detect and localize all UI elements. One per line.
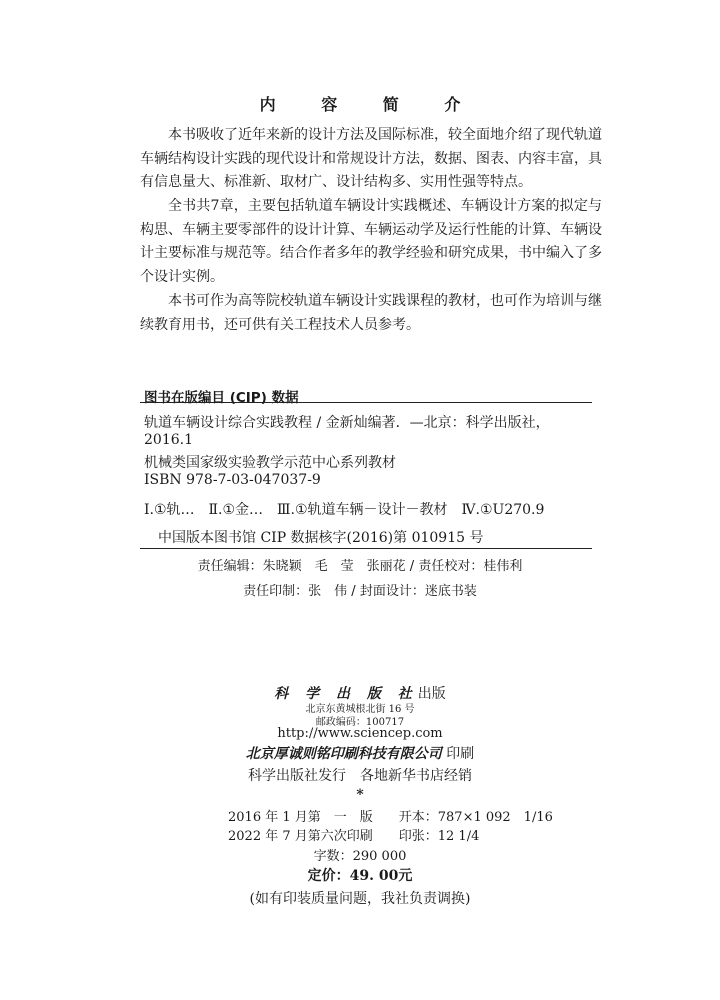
summary-paragraph: 本书可作为高等院校轨道车辆设计实践课程的教材，也可作为培训与继续教育用书，还可供有关工程技术人员参考。 — [140, 293, 602, 333]
word-count: 字数：290 000 — [313, 849, 407, 864]
publisher-suffix: 出版 — [417, 686, 446, 702]
cip-line: 机械类国家级实验教学示范中心系列教材 — [144, 455, 396, 471]
cip-top-rule — [140, 402, 592, 403]
cip-line: 2016.1 — [144, 432, 193, 448]
cip-line: 轨道车辆设计综合实践教程 / 金新灿编著．—北京：科学出版社， — [144, 415, 550, 431]
cip-line: ISBN 978-7-03-047037-9 — [144, 472, 321, 488]
cip-record-number: 中国版本图书馆 CIP 数据核字(2016)第 010915 号 — [158, 530, 484, 546]
quality-note: (如有印装质量问题，我社负责调换) — [249, 891, 471, 907]
printer-suffix: 印刷 — [446, 746, 475, 762]
print-credits: 责任印制：张 伟 / 封面设计：迷底书装 — [243, 584, 477, 599]
price: 定价：49. 00元 — [307, 868, 413, 884]
editor-credits: 责任编辑：朱晓颖 毛 莹 张丽花 / 责任校对：桂伟利 — [197, 559, 523, 574]
printer-line — [0, 743, 720, 763]
cip-classification-line: Ⅰ.①轨… Ⅱ.①金… Ⅲ.①轨道车辆－设计－教材 Ⅳ.①U270.9 — [144, 502, 545, 518]
printer-name: 北京厚诚则铭印刷科技有限公司 — [245, 746, 442, 762]
publisher-address: 北京东黄城根北街 16 号 — [305, 704, 415, 715]
cip-heading: 图书在版编目 (CIP) 数据 — [144, 390, 299, 406]
summary-paragraph: 本书吸收了近年来新的设计方法及国际标准，较全面地介绍了现代轨道车辆结构设计实践的现代设计和常规设计方法，数据、图表、内容丰富，具有信息量大、标准新、取材广、设计结构多、实用性强等特点。 — [140, 127, 602, 190]
publisher-name: 科 学 出 版 社 — [274, 686, 418, 702]
cip-bottom-rule — [140, 548, 592, 549]
summary-title: 内 容 简 介 — [259, 95, 481, 114]
publisher-postcode: 邮政编码：100717 — [315, 717, 405, 728]
printing-spec: 2022 年 7 月第六次印刷 印张：12 1/4 — [228, 829, 480, 844]
publisher-url: http://www.sciencep.com — [277, 726, 443, 741]
edition-spec: 2016 年 1 月第 一 版 开本：787×1 092 1/16 — [228, 810, 553, 825]
distribution-line: 科学出版社发行 各地新华书店经销 — [248, 768, 472, 784]
separator-star: * — [356, 787, 364, 803]
summary-paragraph: 全书共7章，主要包括轨道车辆设计实践概述、车辆设计方案的拟定与构思、车辆主要零部件的设计计算、车辆运动学及运行性能的计算、车辆设计主要标准与规范等。结合作者多年的教学经验和研究成果，书中编入了多个设计实例。 — [140, 198, 602, 285]
